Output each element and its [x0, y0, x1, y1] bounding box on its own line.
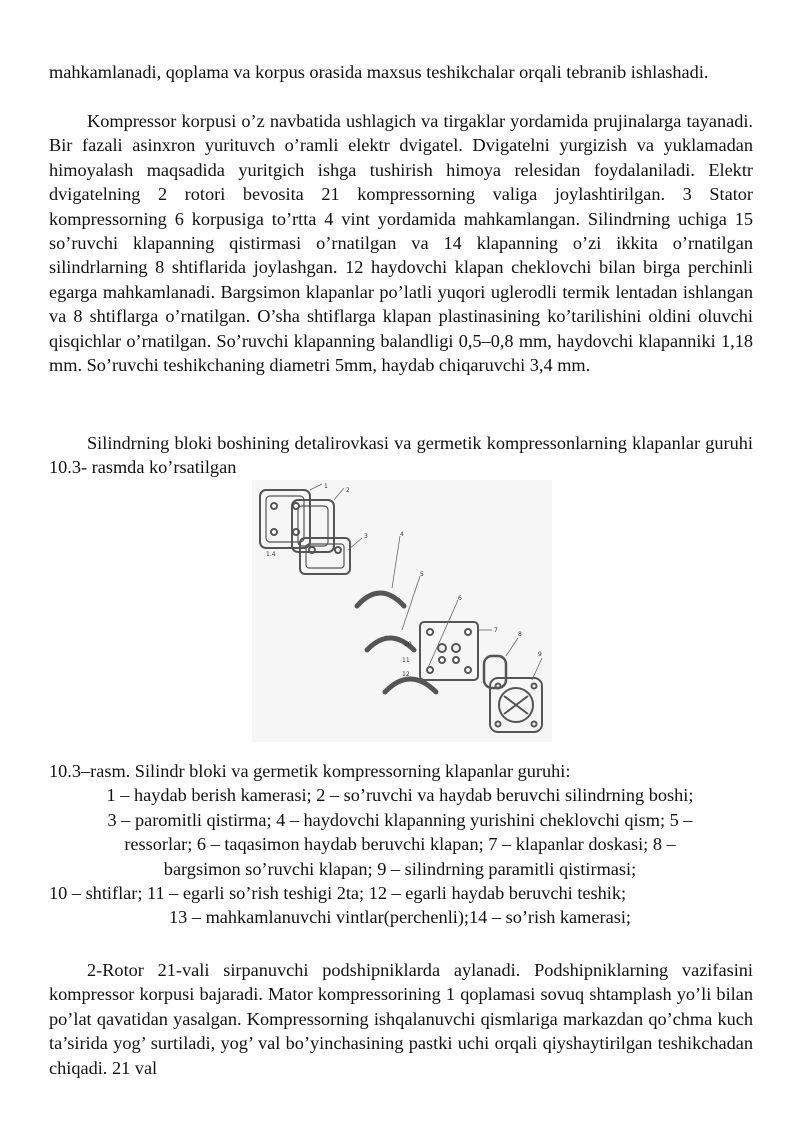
caption-line: bargsimon so’ruvchi klapan; 9 – silindrning paramitli qistirmasi;: [163, 858, 637, 879]
part-label-6: 6: [458, 595, 462, 602]
paragraph-figure-reference: Silindrning bloki boshining detalirovkasi va germetik kompressonlarning klapanlar guruhi 10.3- rasmda ko’rsatilgan: [49, 433, 753, 478]
part-label-2: 2: [346, 487, 350, 494]
caption-line: 3 – paromitli qistirma; 4 – haydovchi klapanning yurishini cheklovchi qism; 5 –: [107, 809, 693, 830]
part-label-8: 8: [518, 631, 522, 638]
part-label-1: 1: [324, 483, 328, 490]
part-label-10: 10: [404, 641, 412, 648]
part-label-11: 11: [402, 657, 410, 664]
part-label-7: 7: [494, 627, 498, 634]
caption-line: 13 – mahkamlanuvchi vintlar(perchenli);14 – so’rish kamerasi;: [169, 907, 631, 928]
caption-line: ressorlar; 6 – taqasimon haydab beruvchi klapan; 7 – klapanlar doskasi; 8 –: [124, 834, 676, 855]
part-label-5: 5: [420, 571, 424, 578]
part-label-9: 9: [538, 651, 542, 658]
caption-title: 10.3–rasm. Silindr bloki va germetik kompressorning klapanlar guruhi:: [49, 761, 571, 781]
figure-caption: [40, 759, 760, 930]
part-label-12: 12: [402, 671, 410, 678]
valve-group-exploded-diagram: [252, 480, 552, 742]
caption-line: 1 – haydab berish kamerasi; 2 – so’ruvchi va haydab beruvchi silindrning boshi;: [106, 785, 694, 806]
figure-background: [252, 480, 552, 742]
paragraph-compressor-housing: Kompressor korpusi o’z navbatida ushlagich va tirgaklar yordamida prujinalarga tayanadi. Bir fazali asinxron yurituvch o’ramli elektr dvigatel. Dvigatelni yurgizish va yuklamadan himoyalash maqsadida yuritgich ishga tushirish himoya relesidan foydalaniladi. Elektr dvigatelning 2 rotori bevosita 21 kompressorning valiga joylashtirilgan. 3 Stator kompressorning 6 korpusiga to’rtta 4 vint yordamida mahkamlangan. Silindrning uchiga 15 so’ruvchi klapanning qistirmasi o’rnatilgan va 14 klapanning o’zi ikkita o’rnatilgan silindrlarning 8 shtiflarida joylashgan. 12 haydovchi klapan cheklovchi bilan birga perchinli egarga mahkamlanadi. Bargsimon klapanlar po’latli yuqori uglerodli termik lentadan ishlangan va 8 shtiflarga o’rnatilgan. O’sha shtiflarga klapan plastinasining ko’tarilishini oldini oluvchi qisqichlar o’rnatilgan. So’ruvchi klapanning balandligi 0,5–0,8 mm, haydovchi klapanniki 1,18 mm. So’ruvchi teshikchaning diametri 5mm, haydab chiqaruvchi 3,4 mm.: [49, 111, 753, 376]
caption-line: 10 – shtiflar; 11 – egarli so’rish teshigi 2ta; 12 – egarli haydab beruvchi teshik;: [49, 883, 627, 904]
part-label-1-4: 1.4: [266, 551, 276, 558]
part-label-4: 4: [400, 531, 404, 538]
paragraph-rotor-bearings: 2-Rotor 21-vali sirpanuvchi podshipniklarda aylanadi. Podshipniklarning vazifasini kompressor korpusi bajaradi. Mator kompressorining 1 qoplamasi sovuq shtamplash yo’li bilan po’lat qavatidan yasalgan. Kompressorning ishqalanuvchi qismlariga markazdan qo’chma kuch ta’sirida yog’ surtiladi, yog’ val bo’yinchasining pastki uchi orqali qiyshaytirilgan teshikchadan chiqadi. 21 val: [49, 960, 753, 1078]
paragraph-continuation: mahkamlanadi, qoplama va korpus orasida maxsus teshikchalar orqali tebranib ishlashadi.: [49, 62, 709, 82]
part-label-3: 3: [364, 533, 368, 540]
